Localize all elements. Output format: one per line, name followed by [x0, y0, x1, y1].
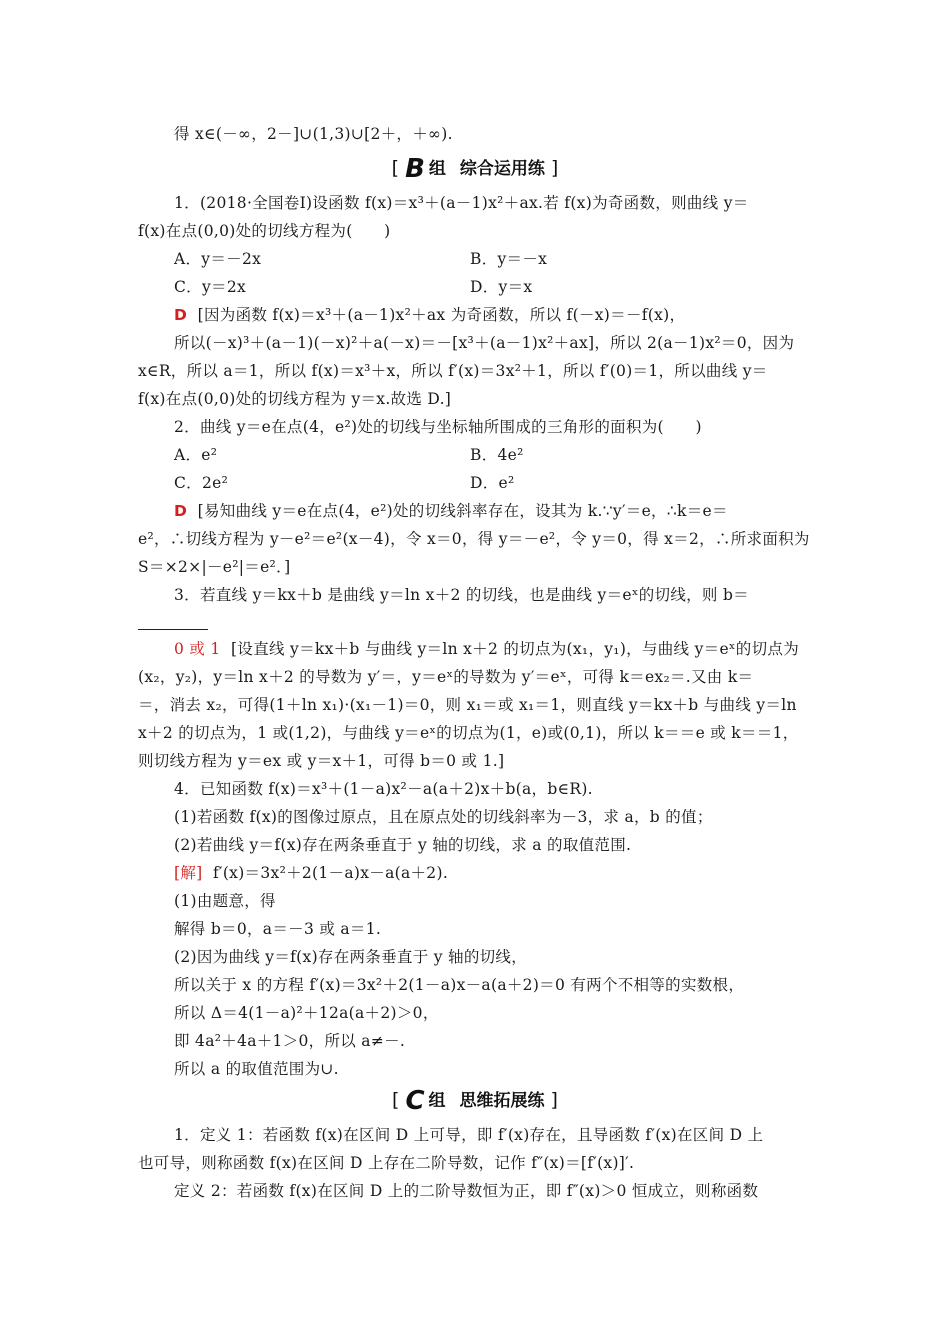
q1-explanation-1: D [因为函数 f(x)＝x³＋(a－1)x²＋ax 为奇函数，所以 f(－x)＝－f(x)，	[174, 306, 686, 324]
section-b-heading: [ B 组 综合运用练 ]	[391, 154, 559, 184]
q1-stem-2: f(x)在点(0,0)处的切线方程为( )	[138, 222, 391, 240]
top-line: 得 x∈(－∞，2－]∪(1,3)∪[2＋，＋∞).	[174, 125, 453, 143]
section-b-title: 综合运用练	[459, 159, 545, 179]
q2-answer: D	[174, 502, 188, 520]
q1-option-c: C．y＝2x	[174, 278, 247, 296]
q4-solution-1: (1)由题意，得	[174, 892, 276, 910]
q1-answer: D	[174, 306, 188, 324]
q4-solution-7: 所以 a 的取值范围为∪.	[174, 1060, 339, 1078]
q1-explanation-3: x∈R，所以 a＝1，所以 f(x)＝x³＋x，所以 f′(x)＝3x²＋1，所以 f′(0)＝1，所以曲线 y＝	[138, 362, 768, 380]
q3-explanation-5: 则切线方程为 y＝ex 或 y＝x＋1，可得 b＝0 或 1.]	[138, 752, 505, 770]
q4-solution-5: 所以 Δ＝4(1－a)²＋12a(a＋2)＞0，	[174, 1004, 439, 1022]
q4-stem: 4．已知函数 f(x)＝x³＋(1－a)x²－a(a＋2)x＋b(a，b∈R).	[174, 780, 593, 798]
q2-option-c: C．2e²	[174, 474, 229, 492]
c1-line-3: 定义 2：若函数 f(x)在区间 D 上的二阶导数恒为正，即 f″(x)＞0 恒成立，则称函数	[174, 1182, 759, 1200]
section-b-letter: B	[405, 154, 425, 184]
q4-part-2: (2)若曲线 y＝f(x)存在两条垂直于 y 轴的切线，求 a 的取值范围.	[174, 836, 632, 854]
q4-solution-4: 所以关于 x 的方程 f′(x)＝3x²＋2(1－a)x－a(a＋2)＝0 有两个不相等的实数根，	[174, 976, 745, 994]
q1-option-d: D．y＝x	[470, 278, 533, 296]
q1-option-b: B．y＝－x	[470, 250, 548, 268]
q3-explanation-4: x＋2 的切点为，1 或(1,2)，与曲线 y＝eˣ的切点为(1，e)或(0,1)，所以 k＝＝e 或 k＝＝1，	[138, 724, 799, 742]
q4-solution-2: 解得 b＝0，a＝－3 或 a＝1.	[174, 920, 382, 938]
section-c-title: 思维拓展练	[459, 1091, 545, 1111]
q2-explanation-2: e²，∴切线方程为 y－e²＝e²(x－4)，令 x＝0，得 y＝－e²，令 y＝0，得 x＝2，∴所求面积为	[138, 530, 810, 548]
q2-option-d: D．e²	[470, 474, 515, 492]
q3-answer: 0 或 1	[174, 640, 221, 658]
q4-solution-3: (2)因为曲线 y＝f(x)存在两条垂直于 y 轴的切线，	[174, 948, 528, 966]
q2-explanation-1: D [易知曲线 y＝e在点(4，e²)处的切线斜率存在，设其为 k.∵y′＝e，∴k＝e＝	[174, 502, 728, 520]
q1-option-a: A．y＝－2x	[174, 250, 262, 268]
q4-solution-6: 即 4a²＋4a＋1＞0，所以 a≠－.	[174, 1032, 406, 1050]
answer-blank	[138, 615, 208, 630]
q1-explanation-4: f(x)在点(0,0)处的切线方程为 y＝x.故选 D.]	[138, 390, 452, 408]
q2-stem: 2．曲线 y＝e在点(4，e²)处的切线与坐标轴所围成的三角形的面积为( )	[174, 418, 702, 436]
section-c-heading: [ C 组 思维拓展练 ]	[392, 1086, 558, 1116]
q1-stem-1: 1．(2018·全国卷Ⅰ)设函数 f(x)＝x³＋(a－1)x²＋ax.若 f(x)为奇函数，则曲线 y＝	[174, 194, 749, 212]
q3-stem: 3．若直线 y＝kx＋b 是曲线 y＝ln x＋2 的切线，也是曲线 y＝eˣ的切线，则 b＝	[174, 586, 749, 604]
solution-tag: [解]	[174, 864, 203, 882]
q1-explanation-2: 所以(－x)³＋(a－1)(－x)²＋a(－x)＝－[x³＋(a－1)x²＋ax]，所以 2(a－1)x²＝0，因为	[174, 334, 795, 352]
q3-blank	[138, 613, 208, 633]
section-c-letter: C	[405, 1086, 425, 1116]
q4-solution-0: [解] f′(x)＝3x²＋2(1－a)x－a(a＋2).	[174, 864, 449, 882]
q3-explanation-2: (x₂，y₂)，y＝ln x＋2 的导数为 y′＝，y＝eˣ的导数为 y′＝eˣ，可得 k＝ex₂＝.又由 k＝	[138, 668, 754, 686]
q3-explanation-3: ＝，消去 x₂，可得(1＋ln x₁)·(x₁－1)＝0，则 x₁＝或 x₁＝1，则直线 y＝kx＋b 与曲线 y＝ln	[138, 696, 797, 714]
q4-part-1: (1)若函数 f(x)的图像过原点，且在原点处的切线斜率为－3，求 a，b 的值；	[174, 808, 713, 826]
q2-option-a: A．e²	[174, 446, 218, 464]
c1-line-2: 也可导，则称函数 f(x)在区间 D 上存在二阶导数，记作 f″(x)＝[f′(x)]′.	[138, 1154, 635, 1172]
c1-line-1: 1．定义 1：若函数 f(x)在区间 D 上可导，即 f′(x)存在，且导函数 f′(x)在区间 D 上	[174, 1126, 764, 1144]
q2-option-b: B．4e²	[470, 446, 524, 464]
q3-explanation-1: 0 或 1 [设直线 y＝kx＋b 与曲线 y＝ln x＋2 的切点为(x₁，y₁)，与曲线 y＝eˣ的切点为	[174, 640, 799, 658]
q2-explanation-3: S＝×2×|－e²|＝e²．]	[138, 558, 291, 576]
